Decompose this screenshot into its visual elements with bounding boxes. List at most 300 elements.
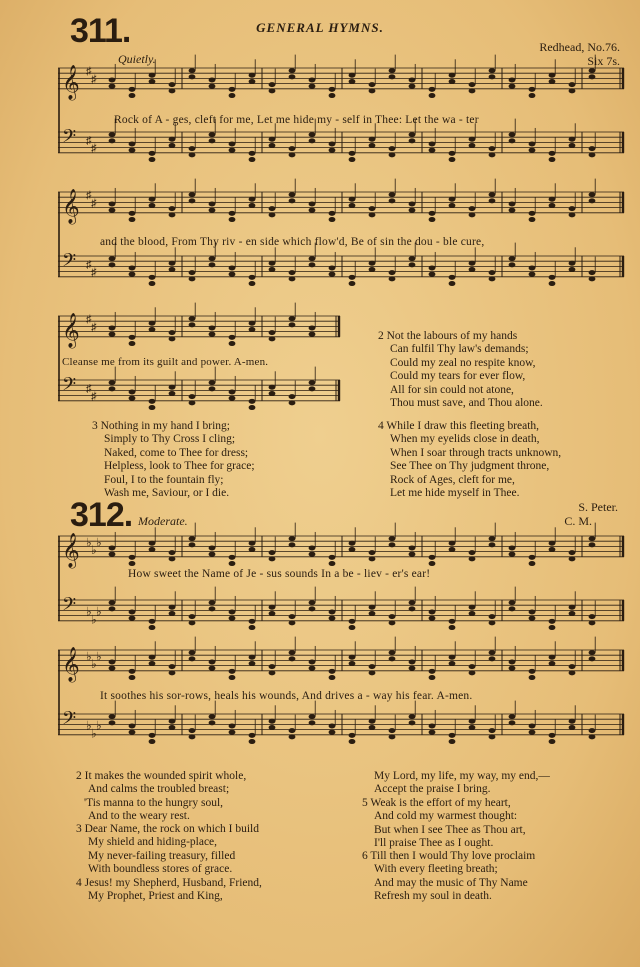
note-head [209,84,216,89]
verse-line: All for sin could not atone, [390,383,514,396]
note-head [229,265,236,270]
note-head [389,614,396,619]
note-head [149,661,156,666]
note-head [109,84,116,89]
note-head [289,614,296,619]
note-head [469,88,476,93]
note-head [449,541,456,546]
lyrics-312-line-1: How sweet the Name of Je - sus sounds In a be - liev - er's ear! [128,568,431,580]
bass-clef-icon: 𝄢 [62,594,77,620]
note-head [589,620,596,625]
note-head [229,609,236,614]
note-head [449,79,456,84]
note-head [209,386,216,391]
note-head [309,201,316,206]
treble-clef-icon: 𝄞 [62,532,80,568]
note-head [449,151,456,156]
note-head [429,211,436,216]
verse-312-3 [76,823,259,877]
note-head [349,541,356,546]
note-head [189,650,196,655]
note-head [289,270,296,275]
note-head [249,399,256,404]
verse-line: And to the weary rest. [88,810,190,823]
note-head [369,719,376,724]
note-head [129,555,136,560]
note-head [109,138,116,143]
note-head [369,605,376,610]
verse-311-4 [378,420,561,500]
note-head [149,73,156,78]
note-head [349,619,356,624]
note-head [449,275,456,280]
bass-clef-icon: 𝄢 [62,250,77,276]
note-head [509,552,516,557]
sharp-sign-icon: ♯ [86,382,92,395]
note-head [169,611,176,616]
note-head [129,211,136,216]
note-head [209,666,216,671]
lyrics-311-line-2: and the blood, From Thy riv - en side which flow'd, Be of sin the dou - ble cure, [100,236,485,248]
note-head [529,730,536,735]
verse-line: Let me hide myself in Thee. [390,487,520,500]
note-head [409,545,416,550]
note-head [109,714,116,719]
note-head [509,714,516,719]
note-head [249,547,256,552]
note-head [149,625,156,630]
note-head [149,405,156,410]
flat-sign-icon: ♭ [91,657,97,672]
note-head [269,611,276,616]
note-head [509,720,516,725]
verse-line: Accept the praise I bring. [374,783,491,796]
note-head [329,561,336,566]
note-head [189,394,196,399]
note-head [589,192,596,197]
note-head [169,137,176,142]
music-system-312-1 [58,530,624,642]
note-head [389,542,396,547]
note-head [429,272,436,277]
note-head [169,664,176,669]
note-head [429,555,436,560]
note-head [329,669,336,674]
note-head [589,542,596,547]
note-head [589,146,596,151]
note-head [489,198,496,203]
note-head [529,217,536,222]
note-head [109,256,116,261]
note-head [289,400,296,405]
note-head [109,659,116,664]
note-head [549,739,556,744]
verse-line: Could my tears for ever flow, [390,370,526,383]
note-head [309,138,316,143]
note-head [489,728,496,733]
note-head [169,206,176,211]
note-head [209,714,216,719]
note-head [309,666,316,671]
note-head [189,728,196,733]
note-head [429,93,436,98]
note-head [129,148,136,153]
note-head [129,265,136,270]
note-head [229,675,236,680]
verse-line: When I soar through tracts unknown, [390,446,562,459]
verse-line: 6 Till then I would Thy love proclaim [362,850,536,862]
note-head [269,143,276,148]
note-head [229,335,236,340]
note-head [209,132,216,137]
note-head [389,270,396,275]
hymn-number-312: 312. [70,496,133,534]
verse-line: Could my zeal no respite know, [390,356,536,369]
note-head [269,556,276,561]
note-head [489,734,496,739]
note-head [169,725,176,730]
bass-clef-icon: 𝄢 [62,126,77,152]
verse-line: 'Tis manna to the hungry soul, [84,796,224,809]
meter-312: C. M. [564,514,592,528]
verse-line: 4 While I draw this fleeting breath, [378,420,540,432]
note-head [409,77,416,82]
note-head [229,396,236,401]
note-head [329,730,336,735]
note-head [329,141,336,146]
note-head [569,670,576,675]
note-head [129,609,136,614]
verse-312-4 [76,877,262,904]
note-head [409,666,416,671]
verse-line: My never-failing treasury, filled [88,849,236,862]
verse-line: My Lord, my life, my way, my end,— [374,770,550,782]
note-head [249,73,256,78]
hymn-number-311: 311. [70,12,131,50]
note-head [209,720,216,725]
note-head [229,730,236,735]
note-head [449,73,456,78]
sharp-sign-icon: ♯ [86,134,92,147]
verse-311-3 [92,420,255,500]
note-head [569,261,576,266]
note-head [309,77,316,82]
note-head [569,267,576,272]
note-head [229,148,236,153]
note-head [549,619,556,624]
note-head [289,192,296,197]
note-head [469,137,476,142]
note-head [229,211,236,216]
note-head [549,547,556,552]
verse-line: And cold my warmest thought: [374,810,518,823]
note-head [229,561,236,566]
verse-line: Refresh my soul in death. [374,890,492,903]
note-head [249,733,256,738]
verse-312-4-continued [362,770,550,797]
note-head [129,335,136,340]
sharp-sign-icon: ♯ [91,390,97,403]
note-head [209,380,216,385]
note-head [469,261,476,266]
note-head [389,152,396,157]
note-head [529,616,536,621]
note-head [509,201,516,206]
note-head [329,211,336,216]
verse-line: Foul, I to the fountain fly; [104,473,224,486]
flat-sign-icon: ♭ [96,604,102,619]
note-head [469,725,476,730]
note-head [309,332,316,337]
note-head [209,552,216,557]
note-head [109,600,116,605]
note-head [349,739,356,744]
sharp-sign-icon: ♯ [86,189,92,202]
note-head [249,281,256,286]
note-head [329,272,336,277]
note-head [509,606,516,611]
treble-clef-icon: 𝄞 [62,188,80,224]
note-head [429,730,436,735]
note-head [129,217,136,222]
note-head [169,385,176,390]
note-head [129,675,136,680]
note-head [169,261,176,266]
note-head [429,265,436,270]
note-head [489,620,496,625]
sharp-sign-icon: ♯ [86,313,92,326]
note-head [489,614,496,619]
note-head [349,203,356,208]
note-head [469,605,476,610]
note-head [269,385,276,390]
verse-line: Simply to Thy Cross I cling; [104,433,236,446]
note-head [229,616,236,621]
note-head [449,197,456,202]
note-head [109,325,116,330]
note-head [429,616,436,621]
sharp-sign-icon: ♯ [91,73,97,86]
verse-line: My Prophet, Priest and King, [88,890,223,903]
flat-sign-icon: ♭ [96,718,102,733]
note-head [289,276,296,281]
note-head [169,82,176,87]
note-head [289,394,296,399]
note-head [409,256,416,261]
note-head [209,332,216,337]
note-head [449,661,456,666]
verse-line: When my eyelids close in death, [390,433,540,446]
treble-clef-icon: 𝄞 [62,646,80,682]
note-head [529,265,536,270]
note-head [269,670,276,675]
note-head [149,733,156,738]
verse-311-2 [378,330,543,410]
note-head [349,547,356,552]
note-head [569,143,576,148]
note-head [489,650,496,655]
note-head [309,606,316,611]
note-head [589,68,596,73]
note-head [549,275,556,280]
note-head [369,82,376,87]
note-head [369,550,376,555]
note-head [209,77,216,82]
note-head [549,625,556,630]
sharp-sign-icon: ♯ [86,65,92,78]
note-head [169,336,176,341]
note-head [229,341,236,346]
note-head [569,137,576,142]
note-head [589,656,596,661]
note-head [369,206,376,211]
note-head [129,616,136,621]
note-head [589,728,596,733]
note-head [289,734,296,739]
flat-sign-icon: ♭ [86,604,92,619]
note-head [249,79,256,84]
note-head [109,208,116,213]
note-head [169,143,176,148]
note-head [229,217,236,222]
note-head [529,561,536,566]
note-head [569,550,576,555]
note-head [389,146,396,151]
note-head [589,276,596,281]
verse-line: Thou must save, and Thou alone. [390,397,543,410]
note-head [209,600,216,605]
sharp-sign-icon: ♯ [91,197,97,210]
note-head [189,74,196,79]
note-head [549,157,556,162]
note-head [169,550,176,555]
verse-line: And calms the troubled breast; [88,783,230,796]
note-head [129,93,136,98]
note-head [429,217,436,222]
note-head [249,151,256,156]
note-head [489,536,496,541]
note-head [329,616,336,621]
note-head [129,730,136,735]
note-head [109,720,116,725]
note-head [409,201,416,206]
note-head [429,148,436,153]
note-head [109,332,116,337]
verse-line: With every fleeting breath; [374,863,498,876]
note-head [269,206,276,211]
note-head [109,132,116,137]
note-head [169,556,176,561]
note-head [209,262,216,267]
note-head [489,276,496,281]
note-head [309,132,316,137]
note-head [169,391,176,396]
note-head [249,275,256,280]
note-head [589,734,596,739]
sharp-sign-icon: ♯ [91,142,97,155]
note-head [109,545,116,550]
note-head [289,316,296,321]
note-head [129,141,136,146]
note-head [269,605,276,610]
tune-name-312: S. Peter. [578,500,618,514]
note-head [529,87,536,92]
note-head [269,212,276,217]
note-head [529,669,536,674]
note-head [289,542,296,547]
note-head [189,614,196,619]
note-head [209,325,216,330]
note-head [409,138,416,143]
note-head [249,739,256,744]
note-head [529,93,536,98]
note-head [149,399,156,404]
note-head [269,267,276,272]
note-head [469,206,476,211]
note-head [469,267,476,272]
note-head [309,84,316,89]
note-head [529,609,536,614]
note-head [409,262,416,267]
note-head [349,655,356,660]
verse-line: Helpless, look to Thee for grace; [104,460,255,473]
note-head [129,389,136,394]
note-head [249,157,256,162]
note-head [289,620,296,625]
note-head [529,272,536,277]
note-head [449,203,456,208]
note-head [509,600,516,605]
note-head [489,68,496,73]
note-head [549,541,556,546]
note-head [409,714,416,719]
verse-line: With boundless stores of grace. [88,863,233,876]
verse-line: Wash me, Saviour, or I die. [104,487,230,500]
note-head [249,541,256,546]
note-head [549,73,556,78]
note-head [449,547,456,552]
flat-sign-icon: ♭ [91,543,97,558]
note-head [349,151,356,156]
note-head [149,281,156,286]
note-head [429,87,436,92]
note-head [169,330,176,335]
note-head [529,148,536,153]
note-head [289,322,296,327]
note-head [309,256,316,261]
note-head [329,148,336,153]
note-head [329,723,336,728]
note-head [149,321,156,326]
note-head [529,723,536,728]
note-head [489,656,496,661]
note-head [189,276,196,281]
note-head [549,733,556,738]
note-head [409,606,416,611]
note-head [469,212,476,217]
note-head [129,272,136,277]
note-head [309,720,316,725]
note-head [169,670,176,675]
note-head [349,733,356,738]
note-head [349,661,356,666]
note-head [249,625,256,630]
note-head [549,79,556,84]
note-head [329,555,336,560]
note-head [169,267,176,272]
flat-sign-icon: ♭ [86,535,92,550]
note-head [369,88,376,93]
